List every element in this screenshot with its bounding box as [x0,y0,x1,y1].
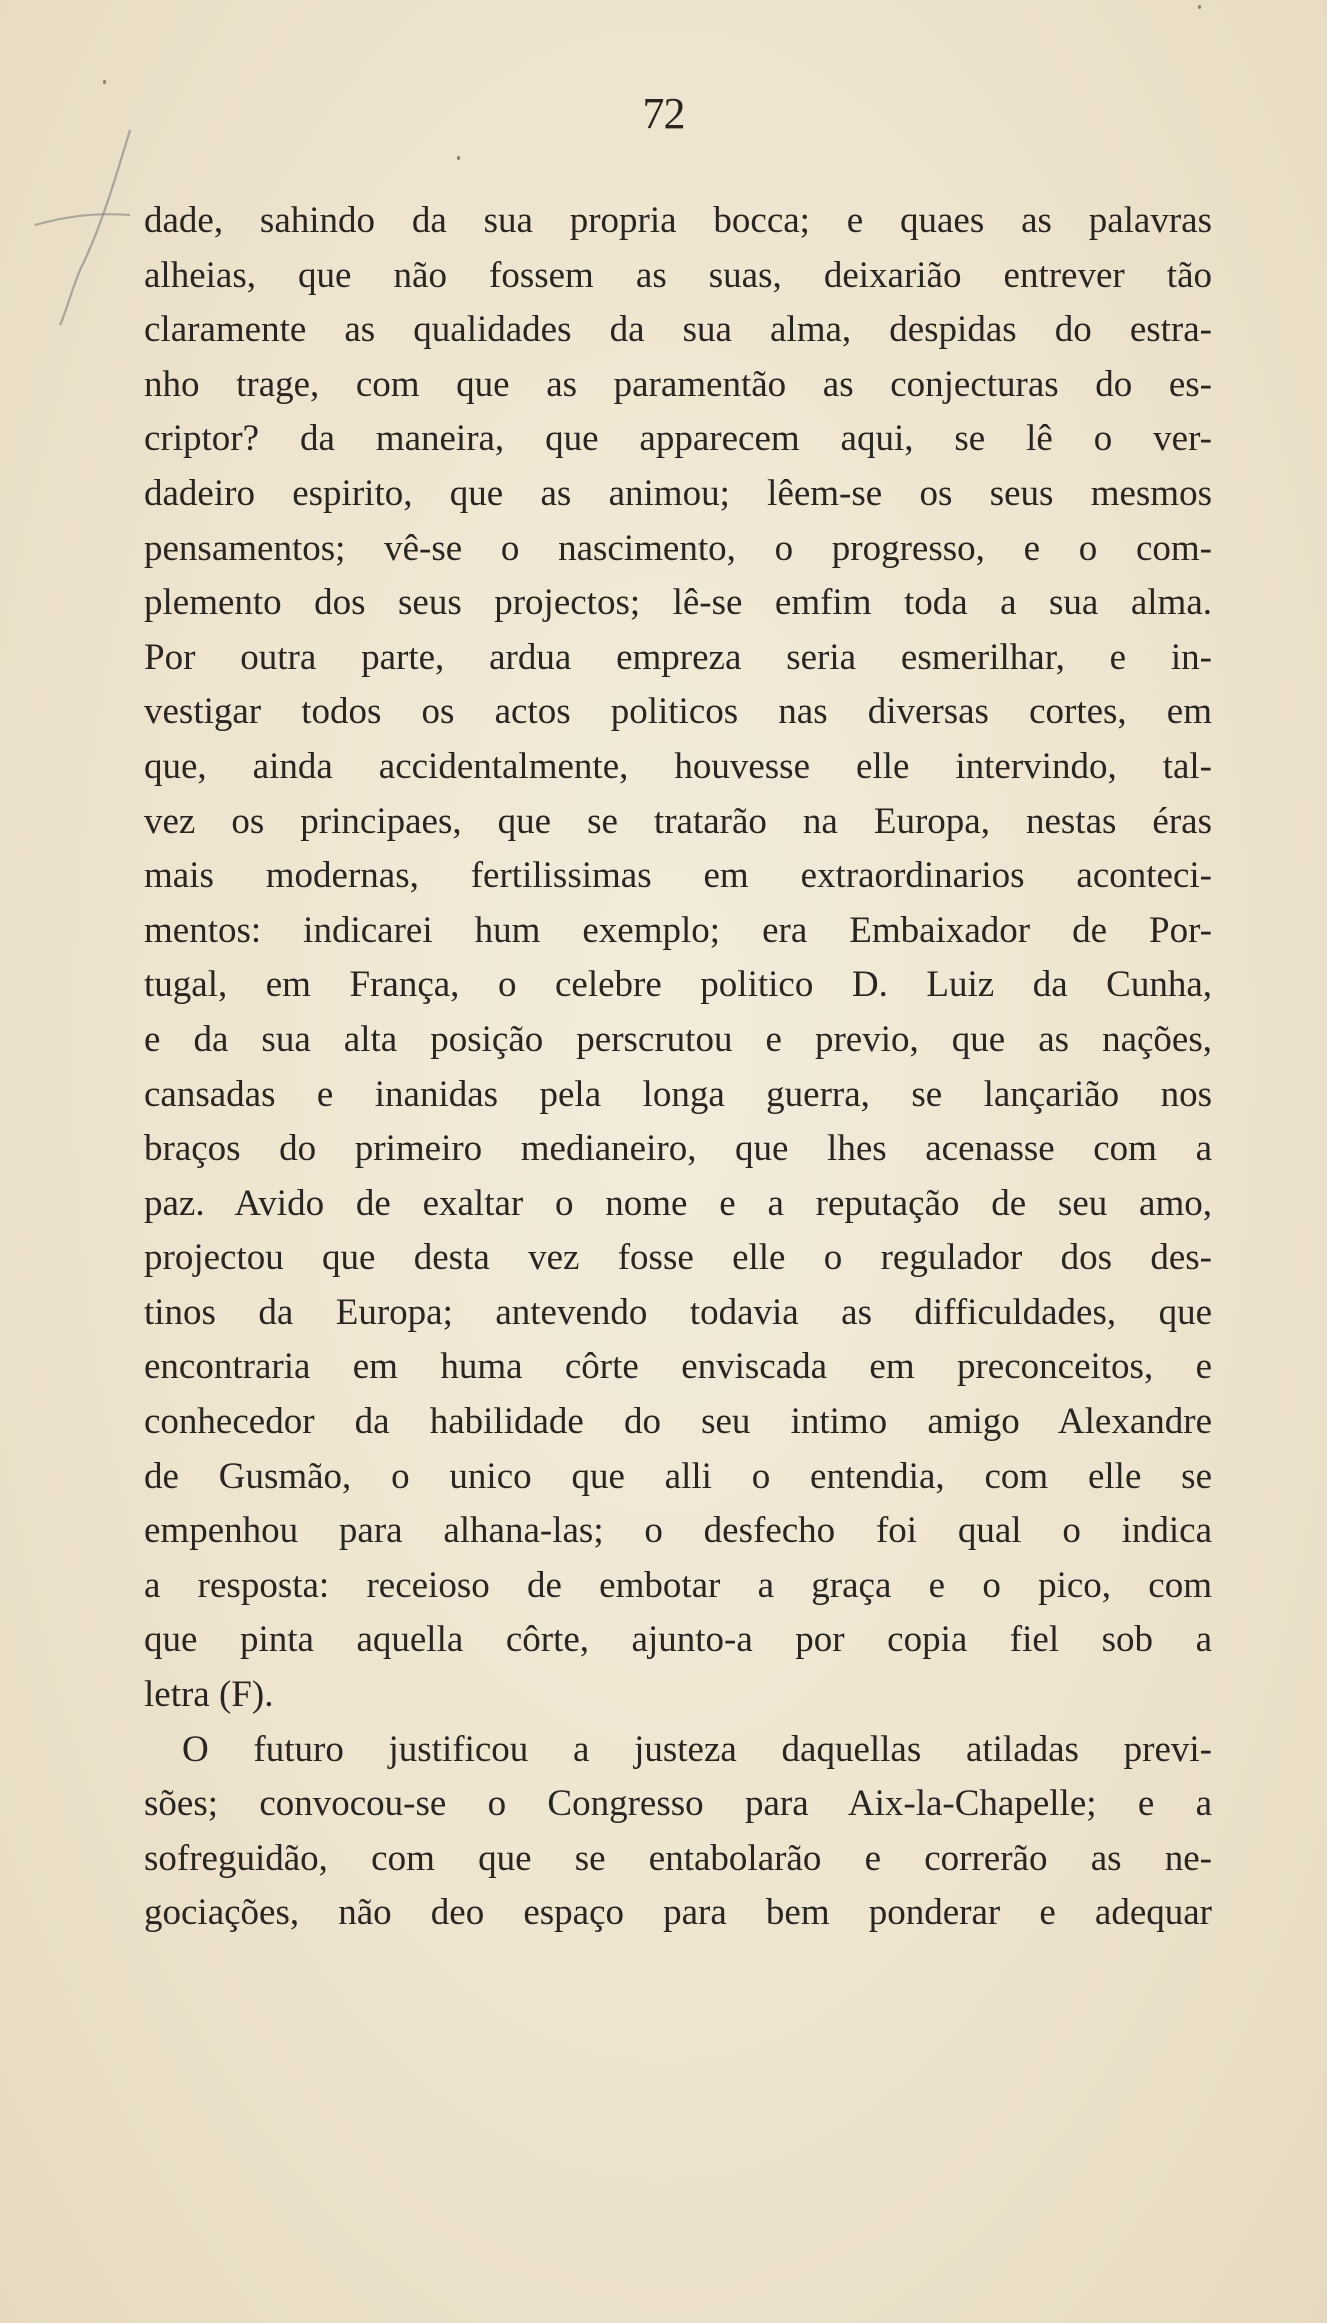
text-line: alheias, que não fossem as suas, deixarião entrever tão [144,254,1212,296]
text-line: dadeiro espirito, que as animou; lêem-se os seus mesmos [144,472,1212,514]
text-line: empenhou para alhana-las; o desfecho foi qual o indica [144,1510,1212,1552]
text-line: O futuro justificou a justeza daquellas atiladas previ- [182,1728,1212,1770]
text-line: sofreguidão, com que se entabolarão e correrão as ne- [144,1837,1212,1879]
text-line: tinos da Europa; antevendo todavia as difficuldades, que [144,1291,1212,1333]
text-line: projectou que desta vez fosse elle o regulador dos des- [144,1237,1212,1279]
text-line: Por outra parte, ardua empreza seria esmerilhar, e in- [144,636,1212,678]
paper-speck [103,80,106,84]
text-line: paz. Avido de exaltar o nome e a reputação de seu amo, [144,1182,1212,1224]
text-line: braços do primeiro medianeiro, que lhes acenasse com a [144,1128,1212,1170]
paper-speck [457,156,460,160]
text-line: dade, sahindo da sua propria bocca; e quaes as palavras [144,200,1212,241]
text-line: criptor? da maneira, que apparecem aqui, se lê o ver- [144,418,1212,460]
text-line: e da sua alta posição perscrutou e previo, que as nações, [144,1018,1212,1060]
text-line: que pinta aquella côrte, ajunto-a por copia fiel sob a [144,1619,1212,1661]
text-line: tugal, em França, o celebre politico D. Luiz da Cunha, [144,964,1212,1006]
text-line: encontraria em huma côrte enviscada em preconceitos, e [144,1346,1212,1388]
text-line: de Gusmão, o unico que alli o entendia, com elle se [144,1455,1212,1497]
body-text [144,194,1212,1941]
text-line: conhecedor da habilidade do seu intimo amigo Alexandre [144,1401,1212,1443]
text-line: gociações, não deo espaço para bem ponderar e adequar [144,1892,1212,1934]
text-line: mentos: indicarei hum exemplo; era Embaixador de Por- [144,909,1212,951]
text-line: cansadas e inanidas pela longa guerra, se lançarião nos [144,1073,1212,1115]
text-line: claramente as qualidades da sua alma, despidas do estra- [144,309,1212,351]
text-line: plemento dos seus projectos; lê-se emfim toda a sua alma. [144,582,1212,624]
pencil-margin-mark [20,120,140,340]
text-line: a resposta: receioso de embotar a graça e o pico, com [144,1564,1212,1606]
text-line: mais modernas, fertilissimas em extraordinarios aconteci- [144,855,1212,897]
text-line: nho trage, com que as paramentão as conjecturas do es- [144,363,1212,405]
paper-speck [1198,5,1201,9]
text-line: letra (F). [144,1674,274,1716]
page-number: 72 [642,89,685,138]
text-line: vez os principaes, que se tratarão na Europa, nestas éras [144,800,1212,842]
text-line: vestigar todos os actos politicos nas diversas cortes, em [144,691,1212,733]
text-line: que, ainda accidentalmente, houvesse elle intervindo, tal- [144,745,1212,787]
text-line: pensamentos; vê-se o nascimento, o progresso, e o com- [144,527,1212,569]
text-line: sões; convocou-se o Congresso para Aix-la-Chapelle; e a [144,1783,1212,1825]
